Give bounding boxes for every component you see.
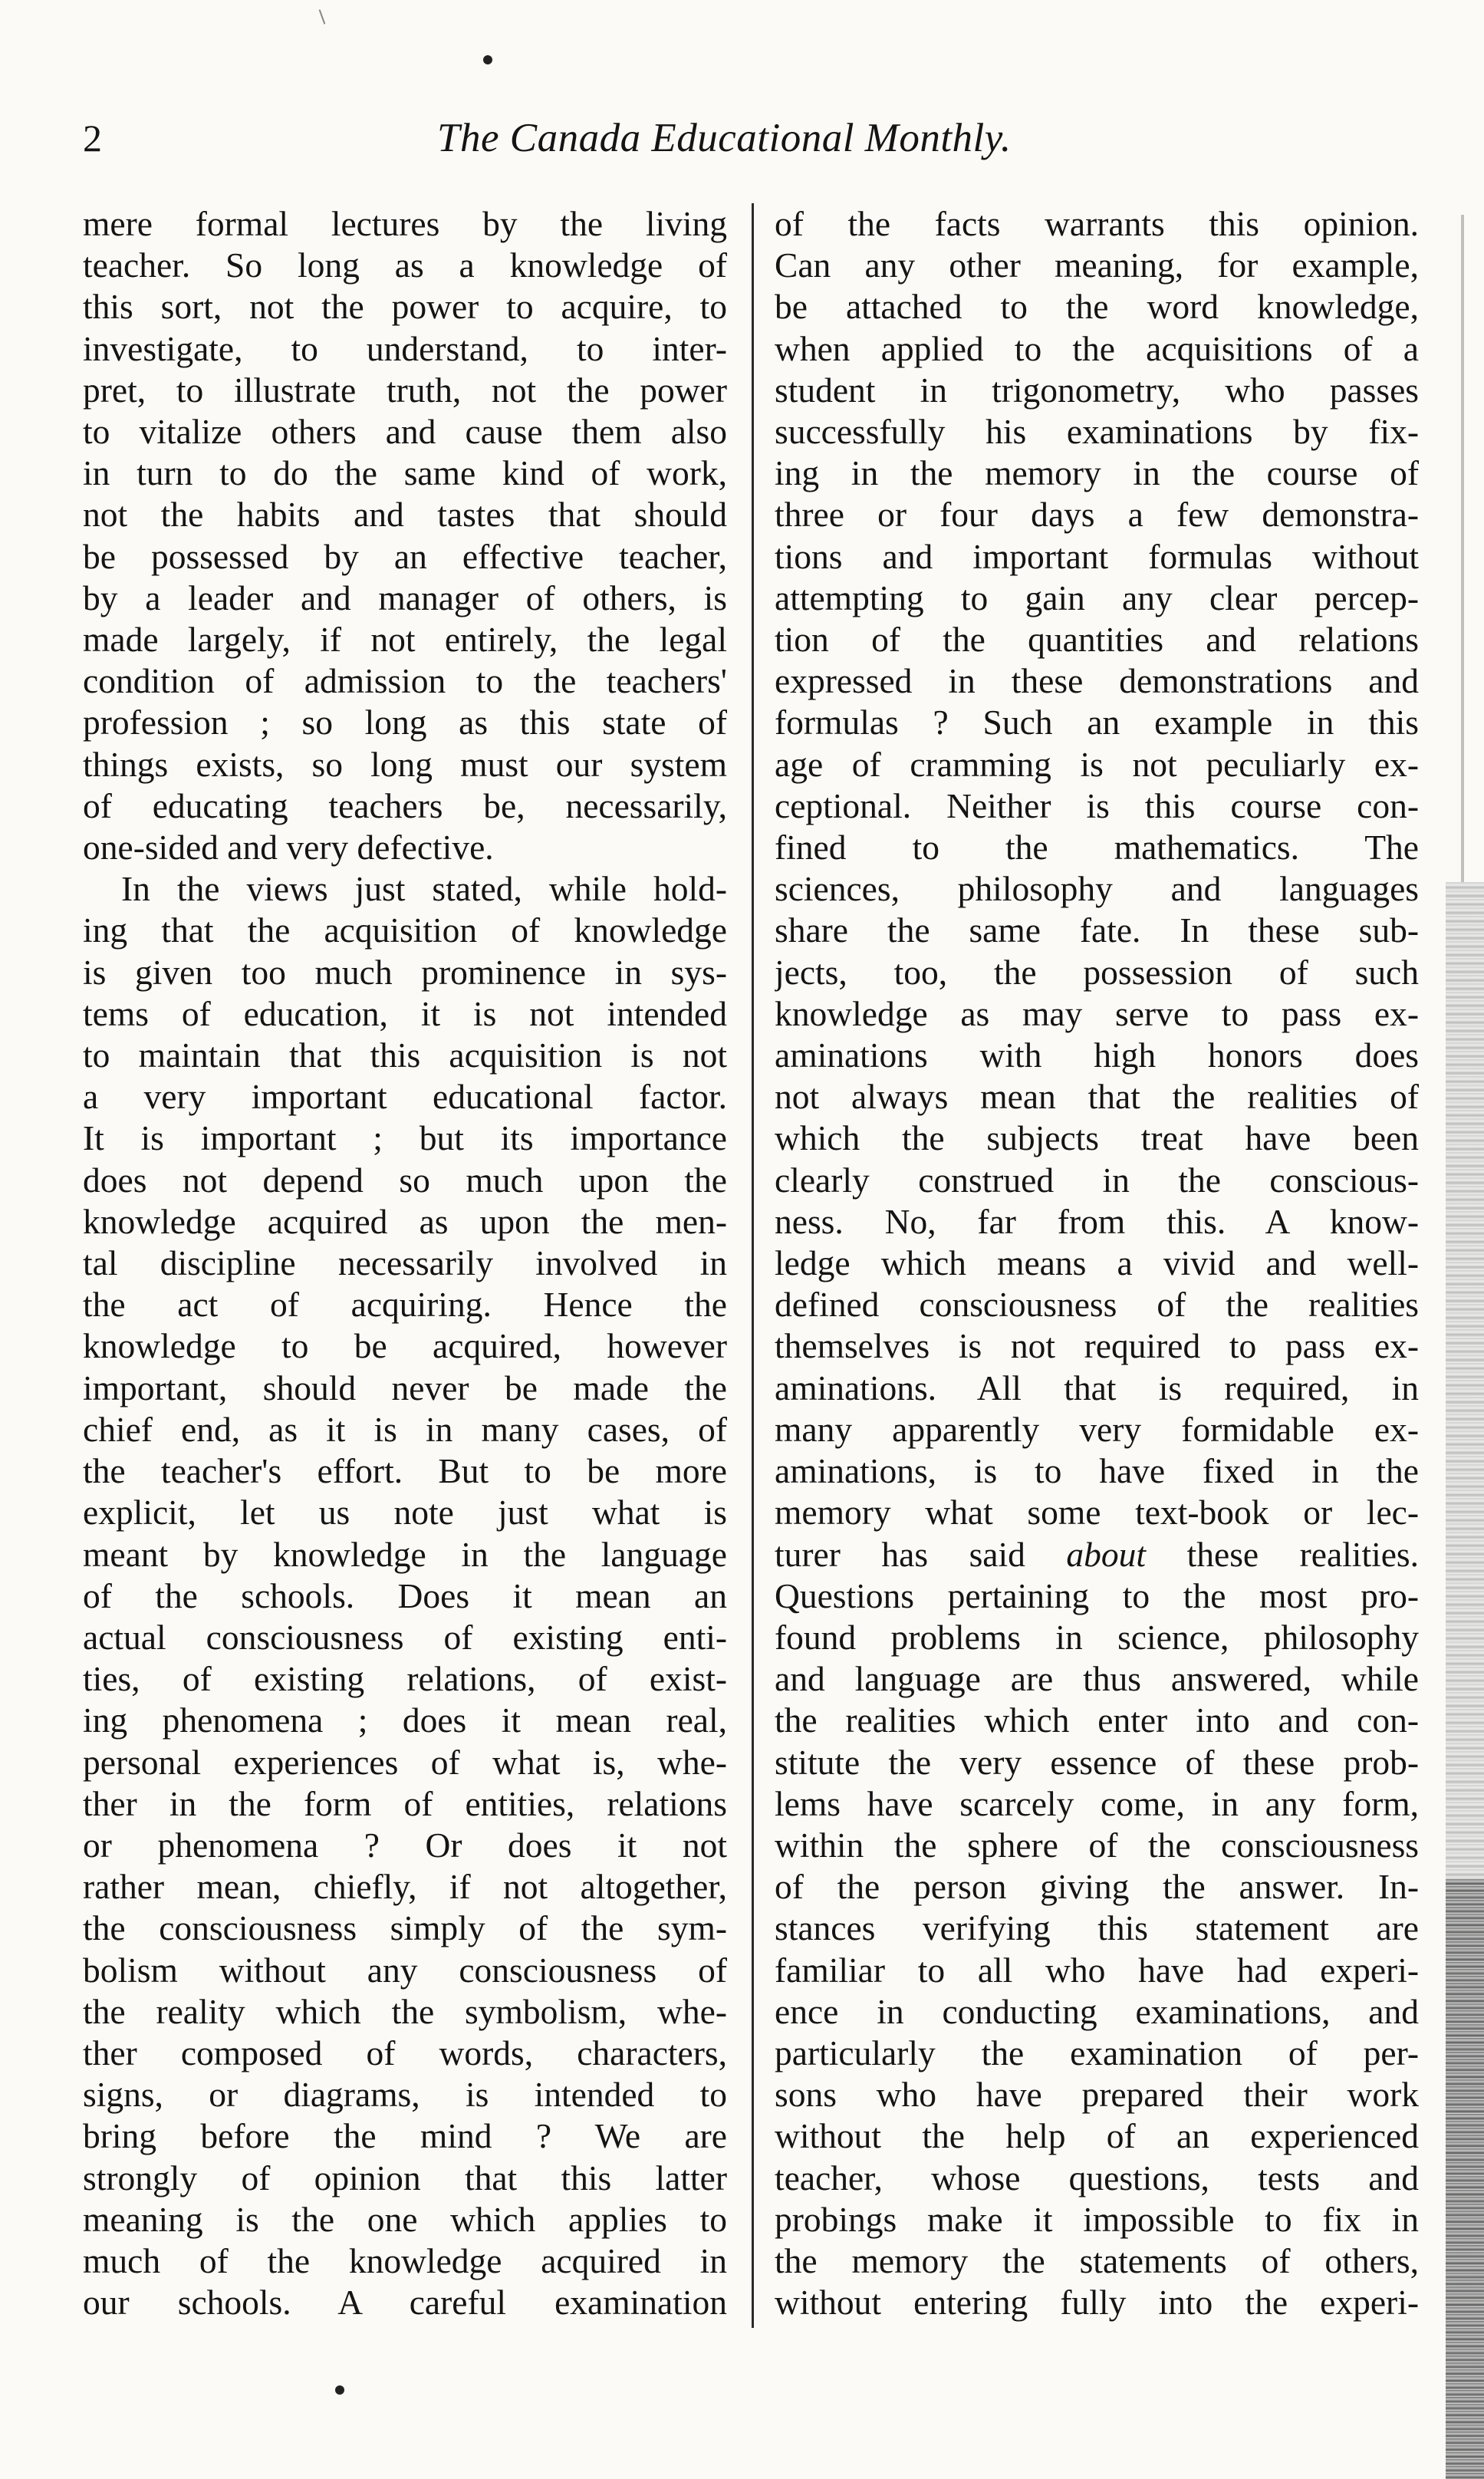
text-line: does not depend so much upon the [83, 1160, 727, 1200]
text-line: teacher, whose questions, tests and [775, 2158, 1419, 2198]
text-line: probings make it impossible to fix in [775, 2199, 1419, 2239]
text-line: strongly of opinion that this latter [83, 2158, 727, 2198]
text-line: tal discipline necessarily involved in [83, 1243, 727, 1283]
text-line: or phenomena ? Or does it not [83, 1825, 727, 1865]
text-line: of the facts warrants this opinion. [775, 204, 1419, 243]
text-line: is given too much prominence in sys- [83, 952, 727, 992]
text-line: ness. No, far from this. A know- [775, 1201, 1419, 1241]
text-line: meant by knowledge in the language [83, 1534, 727, 1574]
text-line: this sort, not the power to acquire, to [83, 287, 727, 327]
text-line: jects, too, the possession of such [775, 952, 1419, 992]
text-line: the realities which enter into and con- [775, 1700, 1419, 1740]
text-line: to maintain that this acquisition is not [83, 1035, 727, 1075]
text-line: to vitalize others and cause them also [83, 412, 727, 452]
text-line: of the person giving the answer. In- [775, 1867, 1419, 1907]
text-line: themselves is not required to pass ex- [775, 1326, 1419, 1366]
running-title: The Canada Educational Monthly. [437, 116, 1012, 160]
text-line: ing that the acquisition of knowledge [83, 910, 727, 950]
page-header [0, 111, 1484, 173]
text-line: ther in the form of entities, relations [83, 1783, 727, 1823]
text-line: the act of acquiring. Hence the [83, 1285, 727, 1325]
text-line: formulas ? Such an example in this [775, 703, 1419, 742]
scan-mark [319, 9, 326, 24]
text-line: a very important educational factor. [83, 1077, 727, 1117]
page-edge-shadow [1461, 215, 1464, 882]
text-line: It is important ; but its importance [83, 1118, 727, 1158]
text-line: familiar to all who have had experi- [775, 1950, 1419, 1990]
text-line: knowledge as may serve to pass ex- [775, 993, 1419, 1033]
text-line: ties, of existing relations, of exist- [83, 1659, 727, 1699]
text-line: ledge which means a vivid and well- [775, 1243, 1419, 1283]
text-line: clearly construed in the conscious- [775, 1160, 1419, 1200]
text-line: bolism without any consciousness of [83, 1950, 727, 1990]
text-line: age of cramming is not peculiarly ex- [775, 744, 1419, 784]
text-line: which the subjects treat have been [775, 1118, 1419, 1158]
text-line: student in trigonometry, who passes [775, 370, 1419, 410]
text-line: meaning is the one which applies to [83, 2199, 727, 2239]
text-line: aminations, is to have fixed in the [775, 1451, 1419, 1491]
text-line: sciences, philosophy and languages [775, 869, 1419, 909]
text-line: stances verifying this statement are [775, 1908, 1419, 1948]
text-line: ther composed of words, characters, [83, 2033, 727, 2072]
text-line: three or four days a few demonstra- [775, 495, 1419, 535]
page-ornament-dot [335, 2385, 344, 2395]
text-line: knowledge acquired as upon the men- [83, 1201, 727, 1241]
text-line: Can any other meaning, for example, [775, 245, 1419, 285]
text-line: ing in the memory in the course of [775, 453, 1419, 493]
text-line: actual consciousness of existing enti- [83, 1617, 727, 1657]
text-line: attempting to gain any clear percep- [775, 578, 1419, 617]
text-line: profession ; so long as this state of [83, 703, 727, 742]
text-line: aminations. All that is required, in [775, 1368, 1419, 1407]
text-line: be possessed by an effective teacher, [83, 536, 727, 576]
text-line: teacher. So long as a knowledge of [83, 245, 727, 285]
text-line: when applied to the acquisitions of a [775, 328, 1419, 368]
text-line: turer has said about these realities. [775, 1534, 1419, 1574]
text-line: rather mean, chiefly, if not altogether, [83, 1867, 727, 1907]
text-line: ence in conducting examinations, and [775, 1991, 1419, 2031]
page-edge-shadow [1446, 1879, 1484, 2479]
text-line: tions and important formulas without [775, 536, 1419, 576]
text-line: In the views just stated, while hold- [121, 869, 727, 909]
text-line: not the habits and tastes that should [83, 495, 727, 535]
text-line: the consciousness simply of the sym- [83, 1908, 727, 1948]
text-line: the reality which the symbolism, whe- [83, 1991, 727, 2031]
left-text-column [83, 203, 727, 2323]
text-line: much of the knowledge acquired in [83, 2240, 727, 2280]
text-line: of the schools. Does it mean an [83, 1575, 727, 1615]
text-line: condition of admission to the teachers' [83, 661, 727, 701]
text-line: explicit, let us note just what is [83, 1493, 727, 1533]
right-text-column [775, 203, 1419, 2323]
text-line: by a leader and manager of others, is [83, 578, 727, 617]
text-line: found problems in science, philosophy [775, 1617, 1419, 1657]
text-line: stitute the very essence of these prob- [775, 1742, 1419, 1782]
text-line: fined to the mathematics. The [775, 828, 1419, 867]
text-line: investigate, to understand, to inter- [83, 328, 727, 368]
text-line: lems have scarcely come, in any form, [775, 1783, 1419, 1823]
text-line: signs, or diagrams, is intended to [83, 2075, 727, 2115]
text-line: ing phenomena ; does it mean real, [83, 1700, 727, 1740]
text-line: sons who have prepared their work [775, 2075, 1419, 2115]
text-line: mere formal lectures by the living [83, 204, 727, 243]
text-line: without the help of an experienced [775, 2116, 1419, 2156]
text-line: within the sphere of the consciousness [775, 1825, 1419, 1865]
text-line: bring before the mind ? We are [83, 2116, 727, 2156]
text-line: tems of education, it is not intended [83, 993, 727, 1033]
text-line: Questions pertaining to the most pro- [775, 1575, 1419, 1615]
text-line: important, should never be made the [83, 1368, 727, 1407]
text-line: without entering fully into the experi- [775, 2283, 1419, 2323]
text-line: particularly the examination of per- [775, 2033, 1419, 2072]
text-line: one-sided and very defective. [83, 828, 494, 867]
text-line: tion of the quantities and relations [775, 620, 1419, 660]
text-line: and language are thus answered, while [775, 1659, 1419, 1699]
text-line: in turn to do the same kind of work, [83, 453, 727, 493]
text-line: successfully his examinations by fix- [775, 412, 1419, 452]
column-divider [752, 203, 754, 2328]
page-number: 2 [83, 117, 102, 160]
text-line: personal experiences of what is, whe- [83, 1742, 727, 1782]
text-line: our schools. A careful examination [83, 2283, 727, 2323]
text-line: the teacher's effort. But to be more [83, 1451, 727, 1491]
text-line: share the same fate. In these sub- [775, 910, 1419, 950]
text-line: many apparently very formidable ex- [775, 1409, 1419, 1449]
text-line: expressed in these demonstrations and [775, 661, 1419, 701]
text-line: knowledge to be acquired, however [83, 1326, 727, 1366]
text-line: pret, to illustrate truth, not the power [83, 370, 727, 410]
emphasis-word: about [1066, 1534, 1147, 1574]
text-line: made largely, if not entirely, the legal [83, 620, 727, 660]
page-ornament-dot [483, 55, 492, 64]
text-line: not always mean that the realities of [775, 1077, 1419, 1117]
text-line: the memory the statements of others, [775, 2240, 1419, 2280]
text-line: things exists, so long must our system [83, 744, 727, 784]
text-line: be attached to the word knowledge, [775, 287, 1419, 327]
text-line: of educating teachers be, necessarily, [83, 785, 727, 825]
text-line: chief end, as it is in many cases, of [83, 1409, 727, 1449]
text-line: defined consciousness of the realities [775, 1285, 1419, 1325]
text-line: aminations with high honors does [775, 1035, 1419, 1075]
text-line: memory what some text-book or lec- [775, 1493, 1419, 1533]
text-line: ceptional. Neither is this course con- [775, 785, 1419, 825]
